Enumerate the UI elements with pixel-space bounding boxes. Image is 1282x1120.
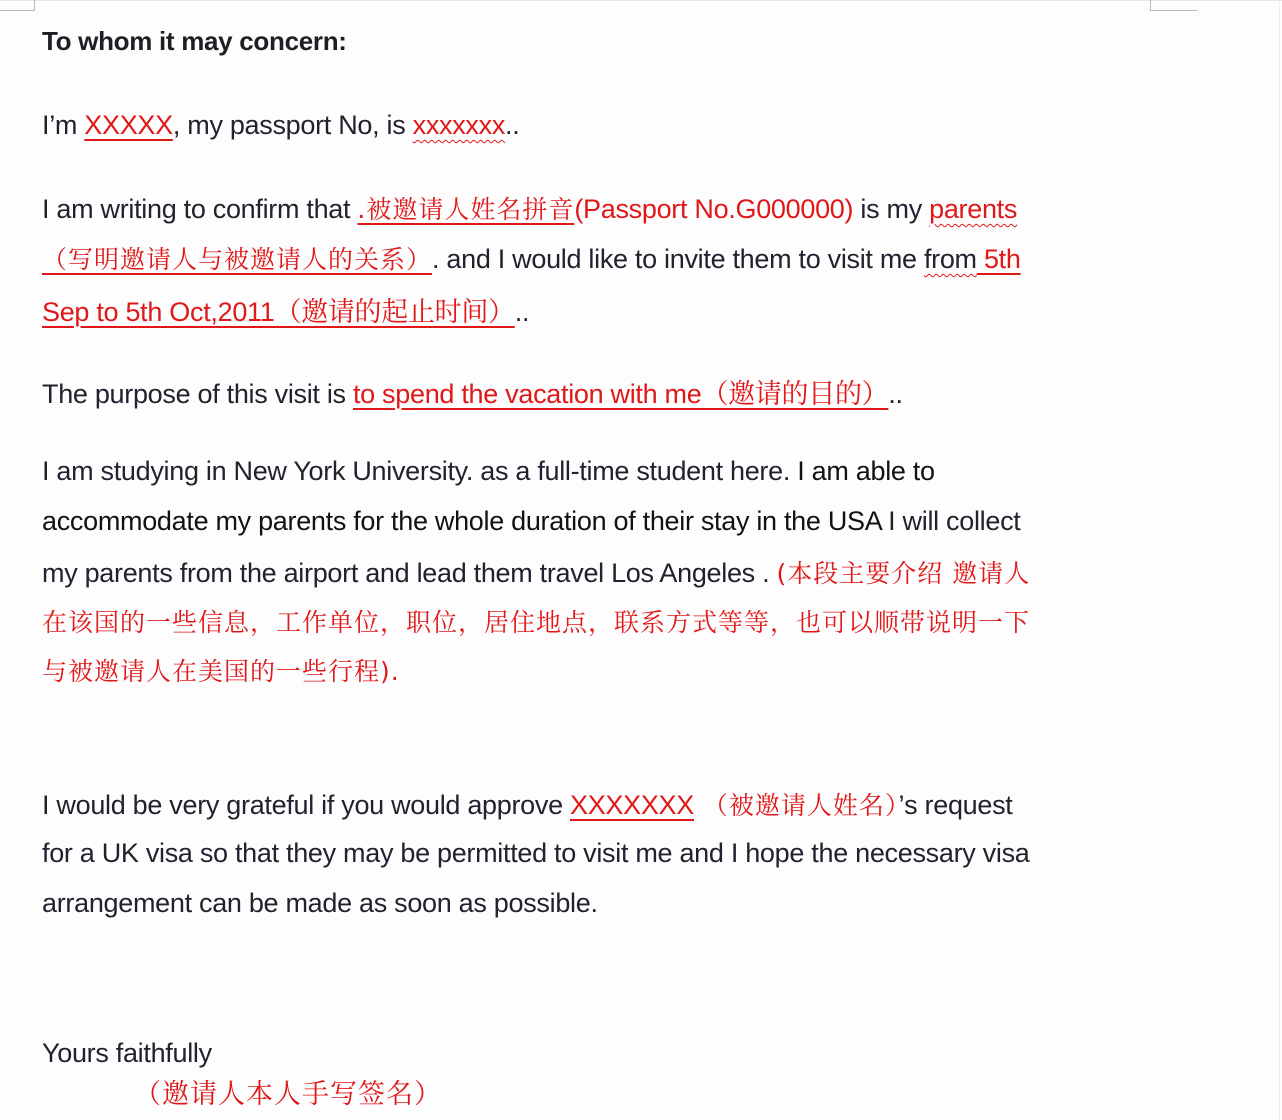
text: , my passport No, is — [172, 110, 413, 140]
paragraph-details-line-4: 在该国的一些信息，工作单位，职位，居住地点，联系方式等等，也可以顺带说明一下 — [42, 608, 1031, 637]
paragraph-confirm-line-3 — [42, 290, 529, 329]
paragraph-request-line-3: arrangement can be made as soon as possible. — [42, 888, 598, 918]
purpose-note: to spend the vacation with me（邀请的目的） — [352, 379, 889, 409]
text: is my — [853, 194, 930, 224]
paragraph-details-line-3 — [42, 554, 1030, 590]
signature-note: （邀请人本人手写签名） — [134, 1079, 442, 1110]
salutation: To whom it may concern: — [42, 26, 347, 56]
text: I would be very grateful if you would approve — [42, 790, 571, 820]
text: ’s request — [898, 790, 1013, 820]
from-word: from — [923, 244, 977, 274]
margin-corner-mark-left — [0, 0, 35, 11]
paragraph-confirm-line-1 — [42, 190, 1017, 226]
text: .. — [505, 110, 520, 140]
paragraph-request-line-1 — [42, 786, 1013, 822]
invitee-passport: (Passport No.G000000) — [574, 194, 854, 224]
paragraph-request-line-2: for a UK visa so that they may be permitted to visit me and I hope the necessary visa — [42, 838, 1030, 868]
paragraph-confirm-line-2 — [42, 240, 1021, 276]
relation-note: （写明邀请人与被邀请人的关系） — [42, 245, 433, 274]
text: my parents from the airport and lead them travel Los Angeles . — [42, 558, 777, 588]
invitee-name-note: （被邀请人姓名） — [693, 791, 899, 820]
text: I will collect — [880, 506, 1021, 536]
text: I am able to — [797, 456, 935, 486]
invitee-name-placeholder: XXXXXXX — [570, 790, 694, 820]
text: I am writing to confirm that — [42, 194, 358, 224]
passport-placeholder: xxxxxxx — [412, 110, 506, 140]
page-right-border — [1279, 0, 1280, 1120]
text: I’m — [42, 110, 85, 140]
text: . and I would like to invite them to visit me — [432, 244, 924, 274]
date-start: 5th — [976, 244, 1021, 274]
paragraph-purpose — [42, 372, 903, 411]
paragraph-details-line-1 — [42, 456, 935, 487]
invitee-name-note: .被邀请人姓名拼音 — [357, 195, 575, 224]
text: .. — [888, 379, 903, 409]
paragraph-details-line-2 — [42, 506, 1020, 537]
text: .. — [514, 297, 530, 327]
paragraph-identity — [42, 110, 519, 141]
date-range-note: Sep to 5th Oct,2011（邀请的起止时间） — [42, 297, 515, 327]
paragraph-details-line-5: 与被邀请人在美国的一些行程). — [42, 657, 400, 686]
details-instruction-note: (本段主要介绍 邀请人 — [776, 559, 1031, 588]
text: The purpose of this visit is — [42, 379, 353, 409]
relation-placeholder: parents — [929, 194, 1018, 224]
margin-corner-mark-right — [1150, 0, 1197, 11]
page-top-border — [0, 0, 1282, 1]
text: I am studying in New York University. as a full-time student here. — [42, 456, 798, 486]
closing: Yours faithfully — [42, 1038, 212, 1068]
name-placeholder: XXXXX — [84, 110, 173, 140]
text: accommodate my parents for the whole duration of their stay in the USA — [42, 506, 881, 536]
